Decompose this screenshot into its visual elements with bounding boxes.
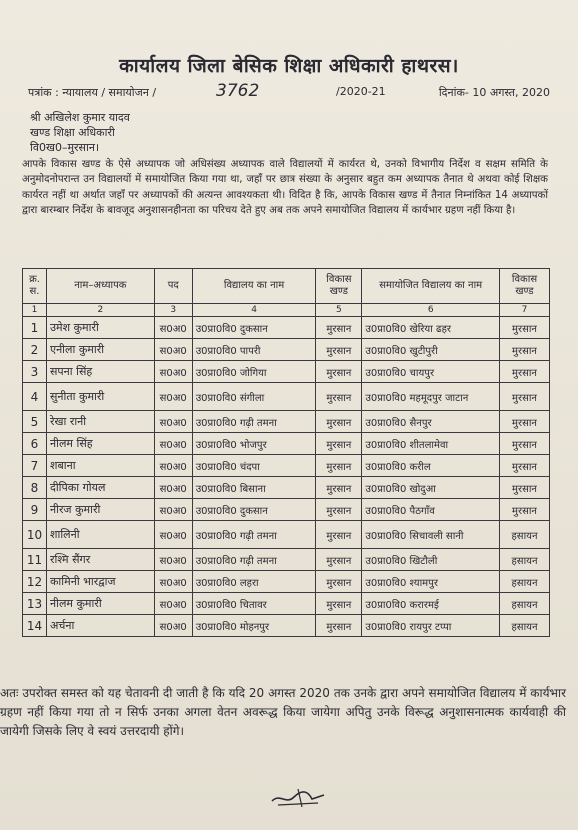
- cell-post: स0अ0: [154, 317, 192, 339]
- cell-adjusted-block: मुरसान: [500, 433, 550, 455]
- column-number: 7: [500, 304, 550, 317]
- cell-block: मुरसान: [316, 499, 362, 521]
- cell-adjusted-school: उ0प्रा0वि0 श्यामपुर: [362, 571, 500, 593]
- cell-post: स0अ0: [154, 499, 192, 521]
- column-number: 4: [192, 304, 316, 317]
- column-number: 5: [316, 304, 362, 317]
- cell-block: मुरसान: [316, 477, 362, 499]
- cell-adjusted-school: उ0प्रा0वि0 सैनपुर: [362, 411, 500, 433]
- cell-block: मुरसान: [316, 593, 362, 615]
- table-row: [23, 339, 550, 361]
- header-school-name: विद्यालय का नाम: [192, 269, 316, 304]
- cell-adjusted-block: मुरसान: [500, 383, 550, 411]
- cell-teacher-name: नीरज कुमारी: [46, 499, 154, 521]
- cell-block: मुरसान: [316, 339, 362, 361]
- table-row: [23, 521, 550, 549]
- cell-adjusted-school: उ0प्रा0वि0 सिचावली सानी: [362, 521, 500, 549]
- office-title: कार्यालय जिला बेसिक शिक्षा अधिकारी हाथरस।: [119, 55, 459, 77]
- cell-adjusted-school: उ0प्रा0वि0 करील: [362, 455, 500, 477]
- column-number: 1: [23, 304, 47, 317]
- reference-label: पत्रांक : न्यायालय / समायोजन /: [28, 86, 157, 99]
- table-row: [23, 317, 550, 339]
- addressee-block-name: वि0ख0–मुरसान।: [30, 141, 100, 154]
- cell-serial: 2: [23, 339, 47, 361]
- cell-post: स0अ0: [154, 549, 192, 571]
- cell-post: स0अ0: [154, 593, 192, 615]
- cell-teacher-name: अर्चना: [46, 615, 154, 637]
- cell-post: स0अ0: [154, 383, 192, 411]
- cell-teacher-name: उमेश कुमारी: [46, 317, 154, 339]
- header-post: पद: [154, 269, 192, 304]
- cell-teacher-name: एनीला कुमारी: [46, 339, 154, 361]
- table-header-row: [23, 269, 550, 304]
- cell-teacher-name: रेखा रानी: [46, 411, 154, 433]
- cell-post: स0अ0: [154, 521, 192, 549]
- table-row: [23, 593, 550, 615]
- cell-block: मुरसान: [316, 455, 362, 477]
- column-number: 3: [154, 304, 192, 317]
- table-row: [23, 477, 550, 499]
- cell-post: स0अ0: [154, 411, 192, 433]
- cell-adjusted-school: उ0प्रा0वि0 शीतलामेवा: [362, 433, 500, 455]
- column-number-row: [23, 304, 550, 317]
- cell-post: स0अ0: [154, 615, 192, 637]
- cell-adjusted-block: हसायन: [500, 593, 550, 615]
- warning-paragraph: अतः उपरोक्त समस्त को यह चेतावनी दी जाती है कि यदि 20 अगस्त 2020 तक उनके द्वारा अपने समायोजित विद्यालय में कार्यभार ग्रहण नहीं किया गया तो न सिर्फ उनका अगला वेतन अवरूद्ध किया जायेगा अपितु उनके विरूद्ध अनुशासनात्मक कार्यवाही की जायेगी जिसके लिए वे स्वयं उत्तरदायी होंगे।: [0, 686, 566, 738]
- cell-school-name: उ0प्रा0वि0 चितावर: [192, 593, 316, 615]
- cell-block: मुरसान: [316, 615, 362, 637]
- cell-block: मुरसान: [316, 549, 362, 571]
- cell-school-name: उ0प्रा0वि0 पापरी: [192, 339, 316, 361]
- column-number: 2: [46, 304, 154, 317]
- cell-adjusted-block: मुरसान: [500, 455, 550, 477]
- addressee-designation: खण्ड शिक्षा अधिकारी: [30, 126, 115, 139]
- addressee-name: श्री अखिलेश कुमार यादव: [30, 111, 130, 124]
- cell-post: स0अ0: [154, 339, 192, 361]
- cell-adjusted-block: मुरसान: [500, 317, 550, 339]
- header-block: विकास खण्ड: [316, 269, 362, 304]
- addressee-block: [30, 110, 130, 155]
- reference-year: /2020-21: [336, 85, 386, 98]
- cell-adjusted-block: मुरसान: [500, 477, 550, 499]
- cell-school-name: उ0प्रा0वि0 गढ़ी तमना: [192, 411, 316, 433]
- reference-number: 3762: [216, 81, 260, 101]
- cell-teacher-name: नीलम सिंह: [46, 433, 154, 455]
- cell-teacher-name: कामिनी भारद्वाज: [46, 571, 154, 593]
- cell-block: मुरसान: [316, 361, 362, 383]
- cell-post: स0अ0: [154, 433, 192, 455]
- cell-serial: 6: [23, 433, 47, 455]
- cell-school-name: उ0प्रा0वि0 लहरा: [192, 571, 316, 593]
- cell-adjusted-school: उ0प्रा0वि0 खोदुआ: [362, 477, 500, 499]
- cell-teacher-name: शबाना: [46, 455, 154, 477]
- cell-block: मुरसान: [316, 433, 362, 455]
- cell-block: मुरसान: [316, 383, 362, 411]
- table-row: [23, 455, 550, 477]
- cell-serial: 12: [23, 571, 47, 593]
- table-row: [23, 615, 550, 637]
- cell-adjusted-block: मुरसान: [500, 339, 550, 361]
- cell-serial: 7: [23, 455, 47, 477]
- cell-adjusted-school: उ0प्रा0वि0 रायपुर टप्पा: [362, 615, 500, 637]
- cell-adjusted-block: मुरसान: [500, 411, 550, 433]
- cell-school-name: उ0प्रा0वि0 जोगिया: [192, 361, 316, 383]
- cell-school-name: उ0प्रा0वि0 चंदपा: [192, 455, 316, 477]
- cell-adjusted-block: हसायन: [500, 549, 550, 571]
- cell-teacher-name: रश्मि सैंगर: [46, 549, 154, 571]
- cell-adjusted-block: हसायन: [500, 615, 550, 637]
- cell-serial: 3: [23, 361, 47, 383]
- cell-adjusted-school: उ0प्रा0वि0 खेरिया ढहर: [362, 317, 500, 339]
- letter-date: दिनांक- 10 अगस्त, 2020: [438, 86, 550, 99]
- cell-post: स0अ0: [154, 361, 192, 383]
- column-number: 6: [362, 304, 500, 317]
- table-row: [23, 361, 550, 383]
- cell-post: स0अ0: [154, 571, 192, 593]
- cell-adjusted-school: उ0प्रा0वि0 पैठगाँव: [362, 499, 500, 521]
- table-row: [23, 411, 550, 433]
- cell-adjusted-school: उ0प्रा0वि0 चायपुर: [362, 361, 500, 383]
- cell-teacher-name: शालिनी: [46, 521, 154, 549]
- header-serial: क्र. स.: [23, 269, 47, 304]
- table-row: [23, 433, 550, 455]
- cell-serial: 14: [23, 615, 47, 637]
- cell-serial: 8: [23, 477, 47, 499]
- cell-adjusted-block: हसायन: [500, 571, 550, 593]
- cell-block: मुरसान: [316, 411, 362, 433]
- cell-teacher-name: नीलम कुमारी: [46, 593, 154, 615]
- cell-serial: 1: [23, 317, 47, 339]
- cell-serial: 9: [23, 499, 47, 521]
- cell-serial: 11: [23, 549, 47, 571]
- cell-serial: 5: [23, 411, 47, 433]
- header-teacher-name: नाम–अध्यापक: [46, 269, 154, 304]
- table-row: [23, 571, 550, 593]
- cell-adjusted-block: हसायन: [500, 521, 550, 549]
- cell-school-name: उ0प्रा0वि0 दुकसान: [192, 317, 316, 339]
- cell-school-name: उ0प्रा0वि0 मोहनपुर: [192, 615, 316, 637]
- cell-serial: 10: [23, 521, 47, 549]
- cell-adjusted-block: मुरसान: [500, 499, 550, 521]
- officer-signature: [268, 783, 328, 811]
- header-adjusted-block: विकास खण्ड: [500, 269, 550, 304]
- teachers-table: [22, 268, 550, 637]
- cell-teacher-name: सपना सिंह: [46, 361, 154, 383]
- cell-teacher-name: सुनीता कुमारी: [46, 383, 154, 411]
- cell-serial: 4: [23, 383, 47, 411]
- cell-adjusted-school: उ0प्रा0वि0 महमूदपुर जाटान: [362, 383, 500, 411]
- cell-adjusted-school: उ0प्रा0वि0 खिटौली: [362, 549, 500, 571]
- cell-school-name: उ0प्रा0वि0 दुकसान: [192, 499, 316, 521]
- cell-adjusted-school: उ0प्रा0वि0 करारमई: [362, 593, 500, 615]
- table-row: [23, 383, 550, 411]
- cell-teacher-name: दीपिका गोयल: [46, 477, 154, 499]
- cell-block: मुरसान: [316, 317, 362, 339]
- cell-block: मुरसान: [316, 571, 362, 593]
- cell-post: स0अ0: [154, 455, 192, 477]
- cell-serial: 13: [23, 593, 47, 615]
- header-adjusted-school: समायोजित विद्यालय का नाम: [362, 269, 500, 304]
- letter-body: आपके विकास खण्ड के ऐसे अध्यापक जो अधिसंख्य अध्यापक वाले विद्यालयों में कार्यरत थे, उनको विभागीय निर्देश व सक्षम समिति के अनुमोदनोपरान्त उन विद्यालयों में समायोजित किया गया था, जहाँ पर छात्र संख्या के अनुसार बहुत कम अध्यापक तैनात थे अथवा कोई शिक्षक कार्यरत नहीं था अर्थात जहाँ पर अध्यापकों की अत्यन्त आवश्यकता थी। विदित है कि, आपके विकास खण्ड में तैनात निम्नांकित 14 अध्यापकों द्वारा बारम्बार निर्देश के बावजूद अनुशासनहीनता का परिचय देते हुए अब तक अपने समायोजित विद्यालय में कार्यभार ग्रहण नहीं किया है।: [22, 159, 548, 216]
- cell-adjusted-school: उ0प्रा0वि0 खुटीपुरी: [362, 339, 500, 361]
- table-row: [23, 549, 550, 571]
- cell-post: स0अ0: [154, 477, 192, 499]
- cell-school-name: उ0प्रा0वि0 संगीला: [192, 383, 316, 411]
- cell-school-name: उ0प्रा0वि0 भोजपुर: [192, 433, 316, 455]
- cell-school-name: उ0प्रा0वि0 गढ़ी तमना: [192, 549, 316, 571]
- cell-adjusted-block: मुरसान: [500, 361, 550, 383]
- cell-block: मुरसान: [316, 521, 362, 549]
- cell-school-name: उ0प्रा0वि0 बिसाना: [192, 477, 316, 499]
- cell-school-name: उ0प्रा0वि0 गढ़ी तमना: [192, 521, 316, 549]
- table-row: [23, 499, 550, 521]
